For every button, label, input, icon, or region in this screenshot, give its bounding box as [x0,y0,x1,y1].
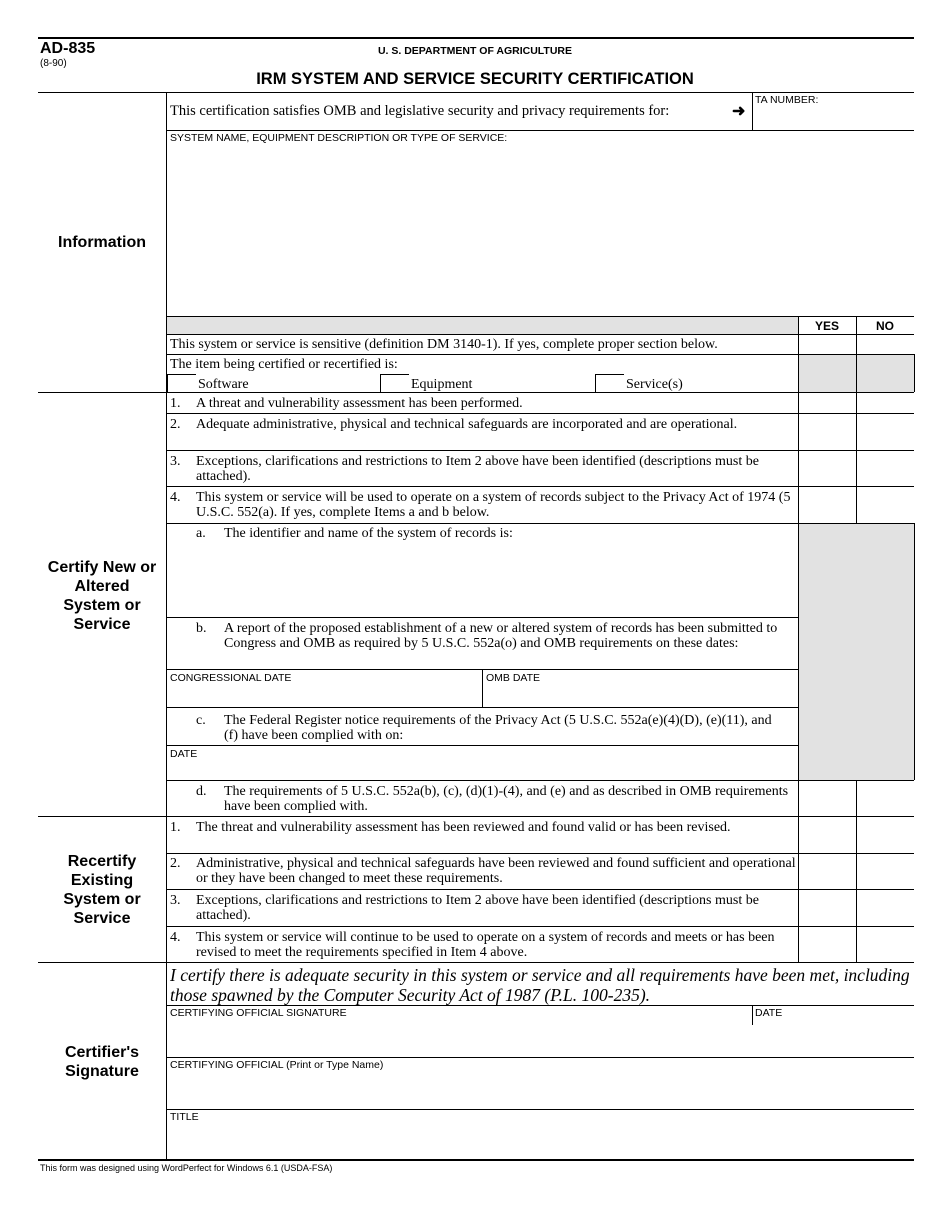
recertify-4-yes-box[interactable] [799,927,855,961]
certify-item-3-text: Exceptions, clarifications and restrictions to Item 2 above have been identified (descriptions must be attached). [196,454,759,484]
certify-item-1-text: A threat and vulnerability assessment has been performed. [196,396,523,411]
certify-item-1-number: 1. [170,396,181,411]
certify-4-yes-box[interactable] [799,487,855,522]
certify-1-no-box[interactable] [857,393,913,412]
certify-1-yes-box[interactable] [799,393,855,412]
section-information-label: Information [58,234,146,251]
recertify-3-yes-box[interactable] [799,890,855,925]
recertify-2-yes-box[interactable] [799,854,855,888]
sensitive-yes-box[interactable] [799,335,855,353]
equipment-option-label: Equipment [411,377,473,392]
congressional-date-label: CONGRESSIONAL DATE [170,672,292,684]
software-checkbox[interactable] [167,374,196,393]
certify-sub-b-text: A report of the proposed establishment of a new or altered system of records has been submitted to Congress and OMB as required by 5 U.S.C. 552a(o) and OMB requirements on these dates: [224,621,778,651]
congressional-date-field[interactable] [168,685,480,705]
recertify-item-3-text: Exceptions, clarifications and restrictions to Item 2 above have been identified (descriptions must be attached). [196,893,759,923]
recertify-1-no-box[interactable] [857,817,913,852]
system-name-label: SYSTEM NAME, EQUIPMENT DESCRIPTION OR TYPE OF SERVICE: [170,132,508,144]
recertify-item-2-text: Administrative, physical and technical safeguards have been reviewed and found sufficient and operational or they have been changed to meet these requirements. [196,856,796,886]
sensitive-statement: This system or service is sensitive (definition DM 3140-1). If yes, complete proper section below. [170,337,718,352]
section-recertify-label: Recertify Existing System or Service [63,853,141,927]
yes-column-header: YES [814,319,839,333]
services-option-label: Service(s) [626,377,683,392]
certification-oath: I certify there is adequate security in this system or service and all requirements have been met, including those spawned by the Computer Security Act of 1987 (P.L. 100-235). [170,965,910,1005]
ta-number-label: TA NUMBER: [755,94,819,106]
item-certified-statement: The item being certified or recertified is: [170,357,398,372]
system-name-field[interactable] [168,146,912,314]
certify-item-4-text: This system or service will be used to operate on a system of records subject to the Privacy Act of 1974 (5 U.S.C. 552(a). If yes, complete Items a and b below. [196,490,791,520]
certify-sub-d-text: The requirements of 5 U.S.C. 552a(b), (c), (d)(1)-(4), and (e) and as described in OMB requirements have been complied with. [224,784,789,814]
signature-date-field[interactable] [754,1020,912,1055]
certification-statement: This certification satisfies OMB and legislative security and privacy requirements for: [170,103,670,119]
omb-date-field[interactable] [484,685,796,705]
certify-sub-b-letter: b. [196,621,207,636]
equipment-checkbox[interactable] [380,374,409,393]
omb-date-label: OMB DATE [486,672,541,684]
certify-item-2-number: 2. [170,417,181,432]
ta-number-field[interactable] [754,106,912,128]
certify-2-no-box[interactable] [857,414,913,449]
footer-note: This form was designed using WordPerfect for Windows 6.1 (USDA-FSA) [40,1163,333,1173]
certify-sub-d-letter: d. [196,784,207,799]
recertify-4-no-box[interactable] [857,927,913,961]
no-column-header: NO [876,319,894,333]
form-date: (8-90) [40,58,67,69]
federal-register-date-field[interactable] [168,761,796,779]
certify-sub-a-text: The identifier and name of the system of records is: [224,526,513,541]
signature-date-label: DATE [755,1007,783,1019]
services-checkbox[interactable] [595,374,624,393]
form-number: AD-835 [40,40,96,57]
recertify-item-4-number: 4. [170,930,181,945]
certify-item-4-number: 4. [170,490,181,505]
certify-3-no-box[interactable] [857,451,913,485]
recertify-item-4-text: This system or service will continue to be used to operate on a system of records and meets or has been revised to meet the requirements specified in Item 4 above. [196,930,775,960]
official-title-label: TITLE [170,1111,199,1123]
signature-label: CERTIFYING OFFICIAL SIGNATURE [170,1007,347,1019]
recertify-item-1-number: 1. [170,820,181,835]
official-name-label: CERTIFYING OFFICIAL (Print or Type Name) [170,1059,384,1071]
certify-4-no-box[interactable] [857,487,913,522]
software-option-label: Software [198,377,249,392]
certify-3-yes-box[interactable] [799,451,855,485]
section-signature-label: Certifier's Signature [64,1044,140,1080]
recertify-2-no-box[interactable] [857,854,913,888]
recertify-item-1-text: The threat and vulnerability assessment has been reviewed and found valid or has been revised. [196,820,731,835]
agency-name: U. S. DEPARTMENT OF AGRICULTURE [377,45,573,57]
certify-sub-a-letter: a. [196,526,206,541]
arrow-right-icon: ➜ [732,103,746,120]
certify-d-no-box[interactable] [857,781,913,815]
system-of-records-field[interactable] [168,544,796,616]
certify-item-2-text: Adequate administrative, physical and technical safeguards are incorporated and are operational. [196,417,738,432]
recertify-1-yes-box[interactable] [799,817,855,852]
certify-sub-c-text: The Federal Register notice requirements of the Privacy Act (5 U.S.C. 552a(e)(4)(D), (e)(11), and (f) have been complied with on: [224,713,772,743]
section-certify-label: Certify New or Altered System or Service [47,559,157,633]
certify-sub-c-letter: c. [196,713,206,728]
certify-2-yes-box[interactable] [799,414,855,449]
certify-item-3-number: 3. [170,454,181,469]
official-name-field[interactable] [168,1072,912,1107]
sensitive-no-box[interactable] [857,335,913,353]
federal-register-date-label: DATE [170,748,198,760]
official-title-field[interactable] [168,1124,912,1157]
certify-d-yes-box[interactable] [799,781,855,815]
signature-field[interactable] [168,1020,750,1055]
recertify-item-3-number: 3. [170,893,181,908]
form-title: IRM SYSTEM AND SERVICE SECURITY CERTIFICATION [256,70,694,88]
recertify-item-2-number: 2. [170,856,181,871]
recertify-3-no-box[interactable] [857,890,913,925]
